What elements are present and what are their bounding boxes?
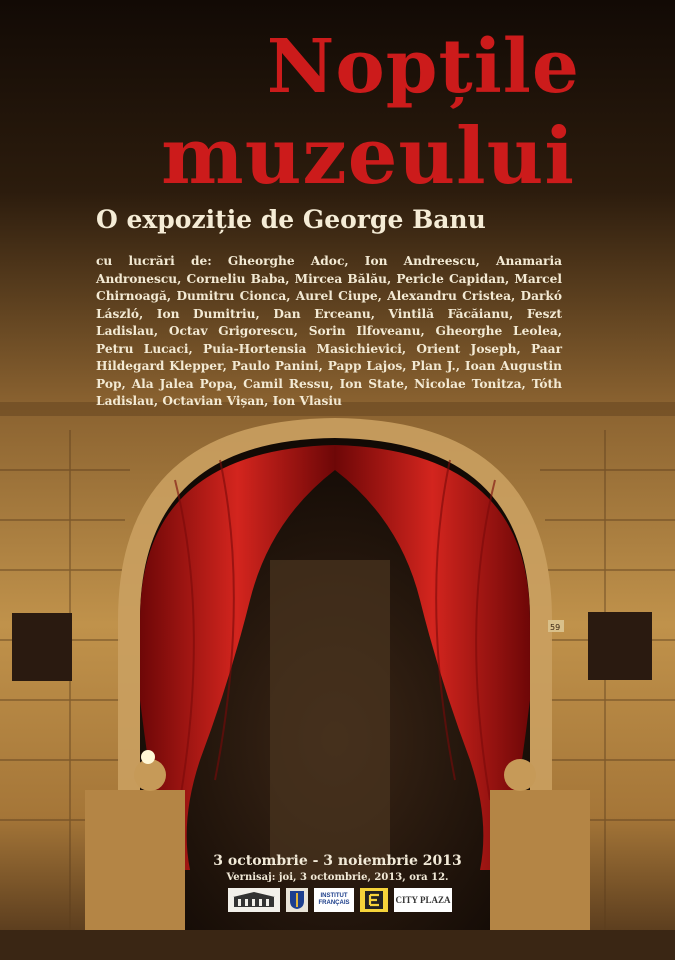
subtitle: O expoziție de George Banu — [96, 205, 486, 234]
left-window — [12, 613, 72, 681]
e-letter-logo — [360, 888, 388, 912]
exhibition-dates: 3 octombrie - 3 noiembrie 2013 — [213, 853, 462, 869]
coat-of-arms-logo — [286, 888, 308, 912]
right-window — [588, 612, 652, 680]
institut-francais-logo: INSTITUT FRANÇAIS — [314, 888, 354, 912]
vernisaj-info: Vernisaj: joi, 3 octombrie, 2013, ora 12. — [226, 872, 449, 883]
sponsor-logos — [228, 888, 452, 912]
title-line-1: Nopțile — [266, 24, 580, 110]
artists-list: cu lucrări de: Gheorghe Adoc, Ion Andreescu, Anamaria Andronescu, Corneliu Baba, Mircea Bălău, Pericle Capidan, Marcel Chirnoagă, Dumitru Cionca, Aurel Ciupe, Alexandru Cristea, Darkó László, Ion Dumitriu, Dan Erceanu, Vintilă Făcăianu, Feszt Ladislau, Octav Grigorescu, Sorin Ilfoveanu, Gheorghe Leolea, Petru Lucaci, Puia-Hortensia Masichievici, Orient Joseph, Paar Hildegard Klepper, Paulo Panini, Papp Lajos, Plan J., Ioan Augustin Pop, Ala Jalea Popa, Camil Ressu, Ion State, Nicolae Tonitza, Tóth Ladislau, Octavian Vișan, Ion Vlasiu — [96, 254, 562, 408]
lamp — [141, 750, 155, 764]
city-plaza-logo: CITY PLAZA — [394, 888, 452, 912]
title-line-2: muzeului — [161, 111, 575, 202]
museum-building-logo — [228, 888, 280, 912]
door-number: 59 — [550, 623, 561, 632]
